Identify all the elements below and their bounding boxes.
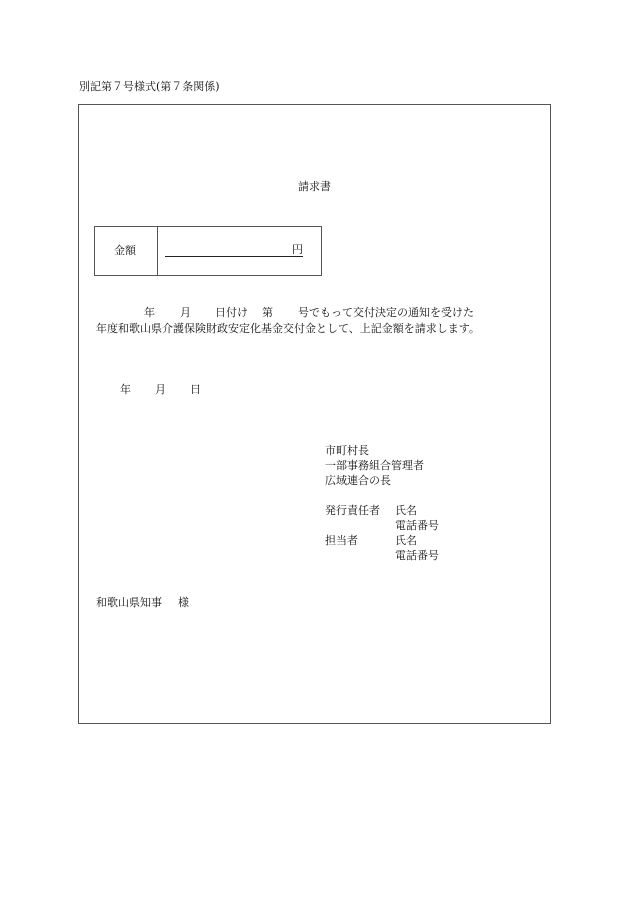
amount-unit: 円 [292,243,303,256]
person-phone-label: 電話番号 [395,549,439,562]
document-title: 請求書 [298,180,331,193]
applicant-title-2: 一部事務組合管理者 [325,459,424,472]
form-caption: 別記第７号様式(第７条関係) [79,80,220,93]
person-in-charge-label: 担当者 [325,534,358,547]
notice-line-2: 年度和歌山県介護保険財政安定化基金交付金として、上記金額を請求します。 [96,322,480,335]
addressee-honorific: 様 [178,596,189,609]
issuer-label: 発行責任者 [325,504,380,517]
issuer-name-label: 氏名 [395,504,417,517]
applicant-title-1: 市町村長 [325,444,369,457]
amount-underline [165,256,303,257]
claim-day: 日 [190,383,201,396]
amount-divider [157,226,158,276]
notice-month: 月 [180,306,191,319]
amount-label: 金額 [114,244,136,257]
notice-number-suffix: 号でもって交付決定の通知を受けた [298,306,474,319]
claim-year: 年 [120,383,131,396]
person-name-label: 氏名 [395,534,417,547]
notice-number-prefix: 第 [262,306,273,319]
claim-month: 月 [155,383,166,396]
applicant-title-3: 広域連合の長 [325,474,391,487]
addressee-name: 和歌山県知事 [96,596,162,609]
form-frame [78,104,551,724]
notice-day: 日付け [215,306,248,319]
notice-year: 年 [144,306,155,319]
issuer-phone-label: 電話番号 [395,519,439,532]
